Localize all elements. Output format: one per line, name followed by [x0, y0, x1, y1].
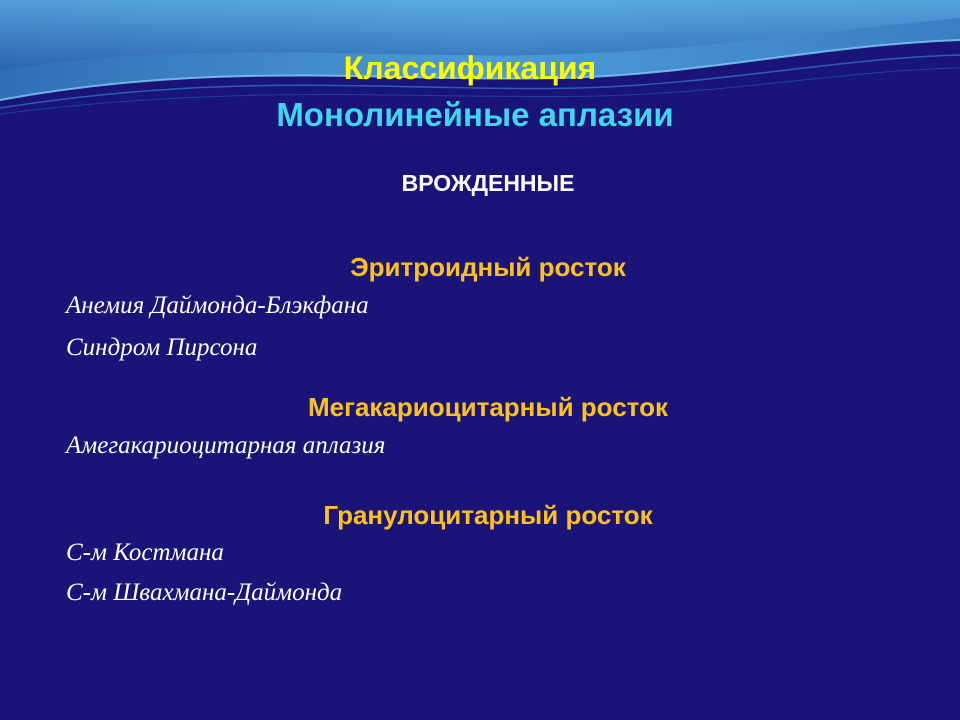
list-item: С-м Костмана: [66, 539, 224, 566]
slide-title: Классификация: [343, 50, 597, 86]
list-item: С-м Швахмана-Даймонда: [66, 579, 343, 606]
category-heading-granulocytic: Гранулоцитарный росток: [323, 500, 653, 530]
section-label-congenital: ВРОЖДЕННЫЕ: [401, 170, 575, 196]
list-item: Амегакариоцитарная аплазия: [66, 432, 386, 459]
list-item: Синдром Пирсона: [66, 334, 258, 361]
category-heading-erythroid: Эритроидный росток: [350, 252, 626, 282]
slide-subtitle: Монолинейные аплазии: [276, 96, 674, 133]
list-item: Анемия Даймонда-Блэкфана: [66, 292, 369, 319]
category-heading-megakaryocytic: Мегакариоцитарный росток: [308, 392, 668, 422]
